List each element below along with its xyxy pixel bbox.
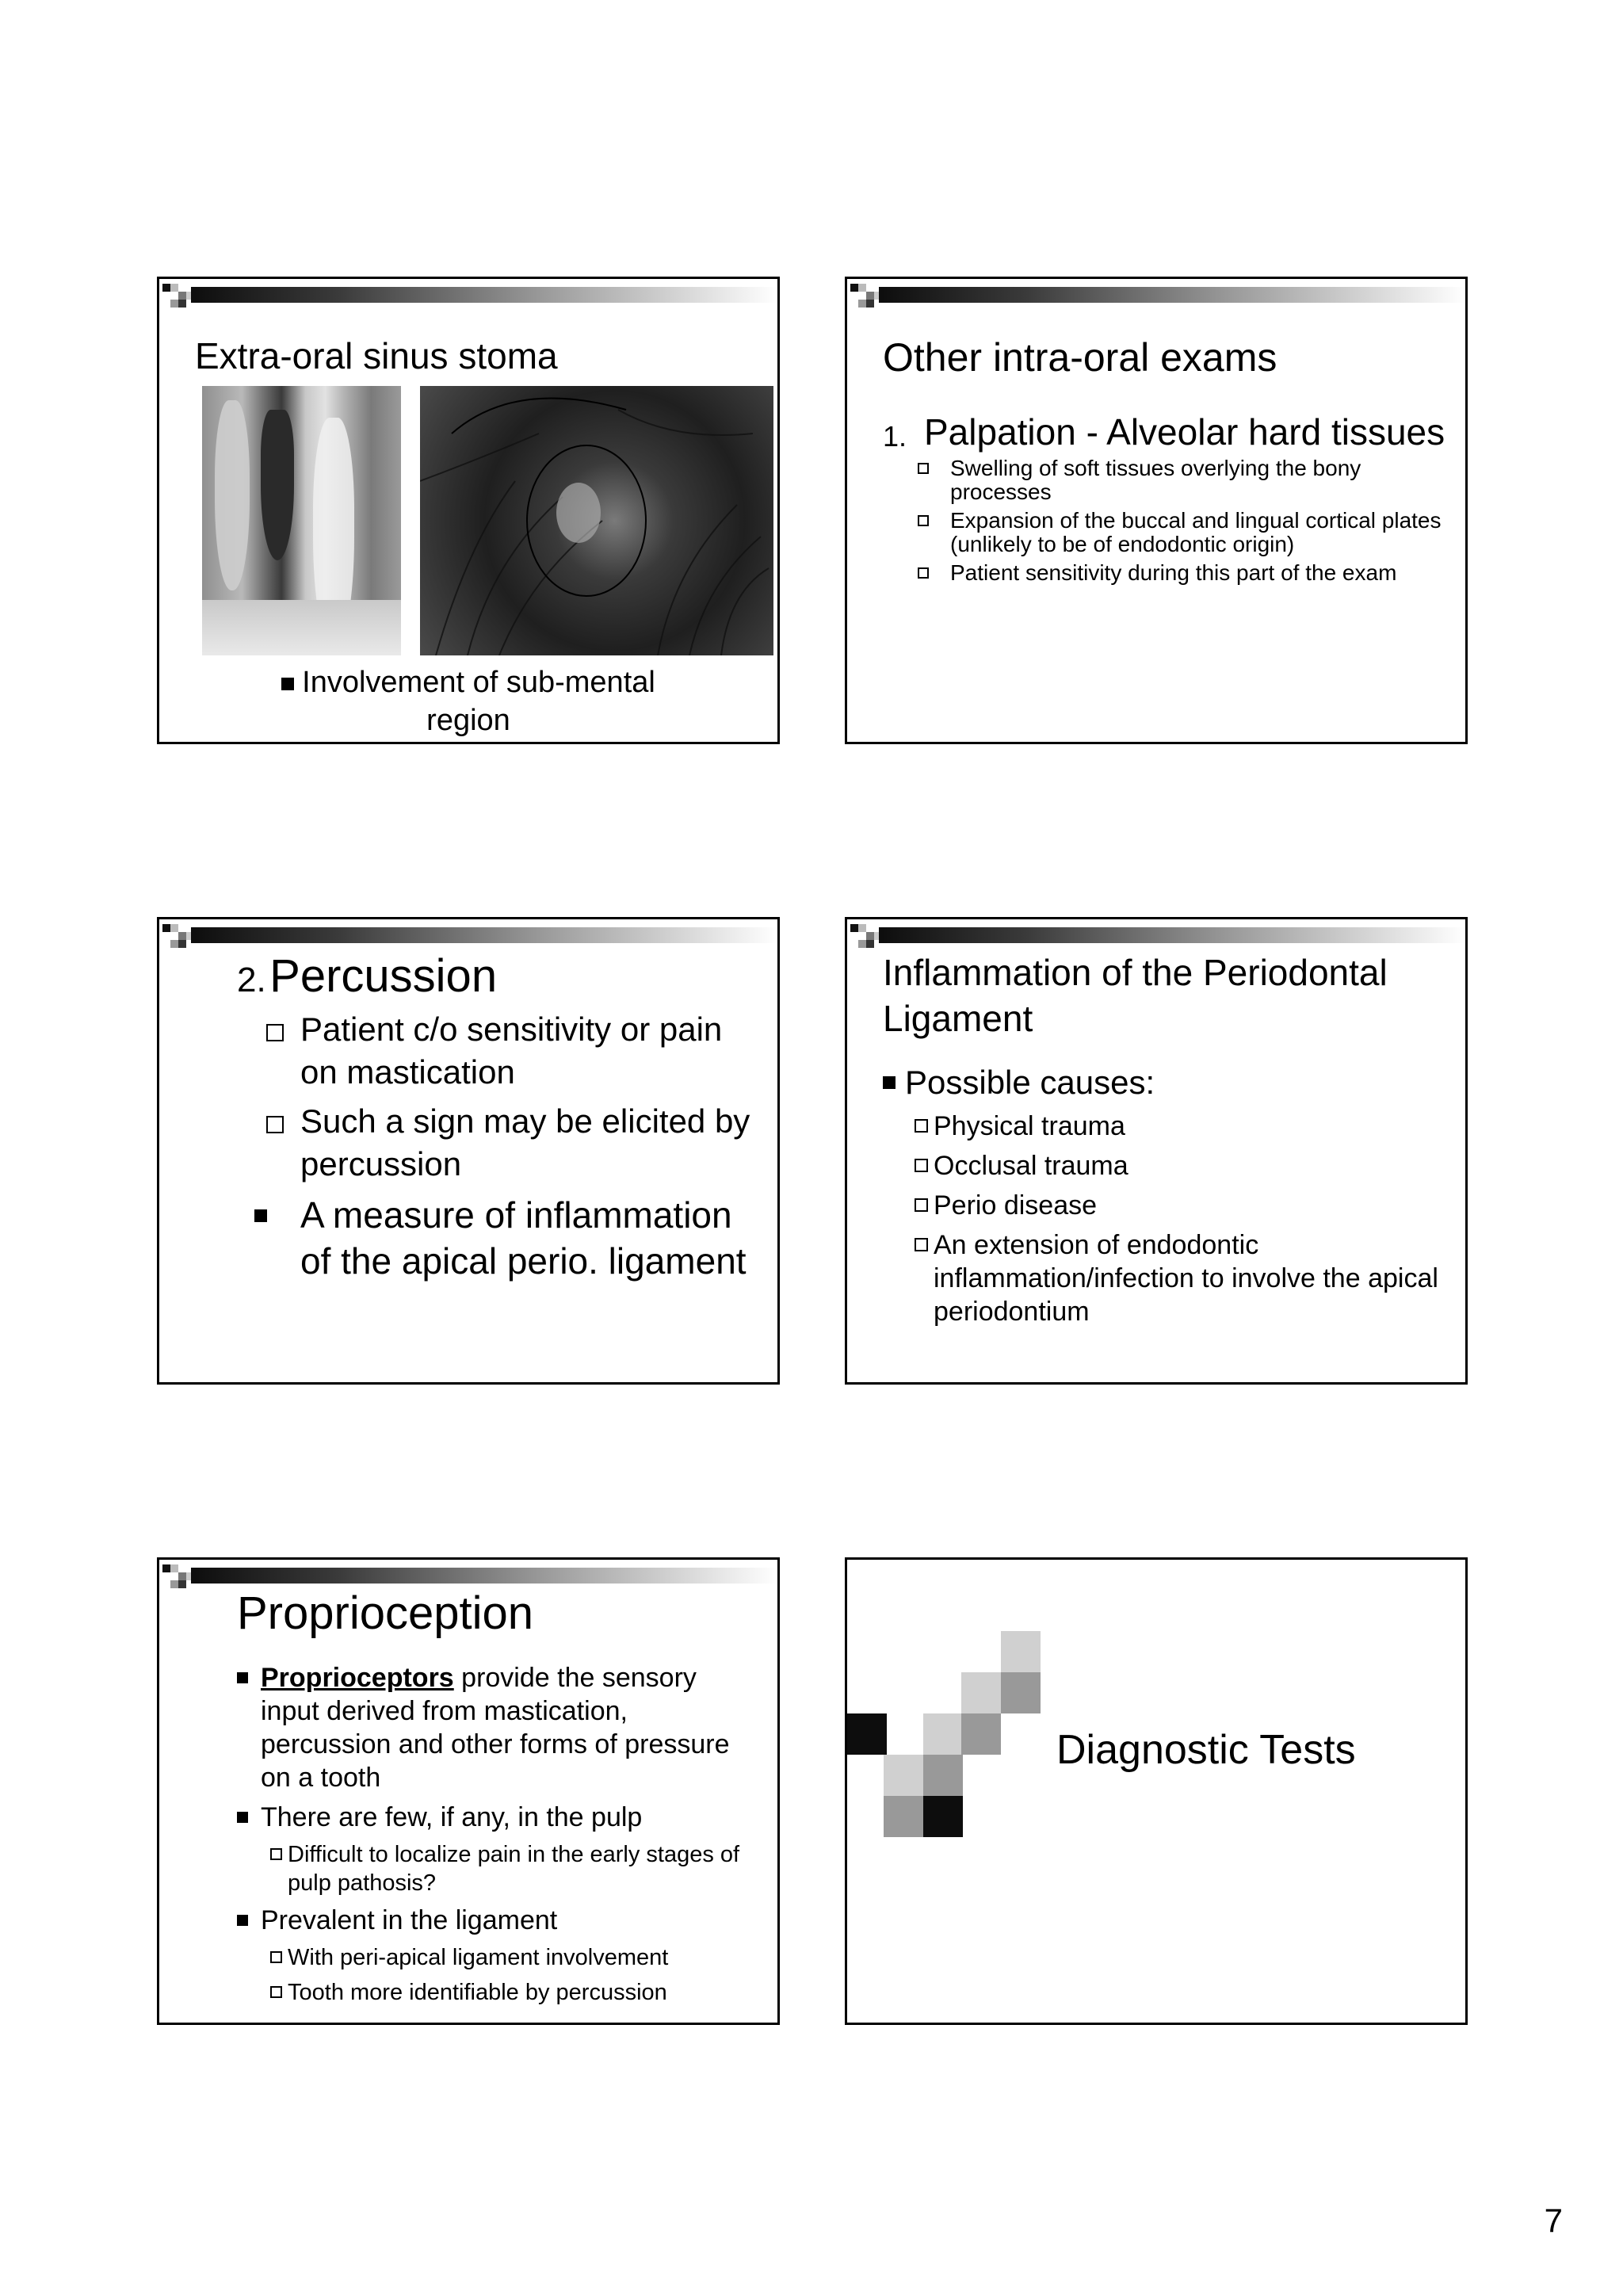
slide-title: Inflammation of the Periodontal Ligament [883, 952, 1388, 1039]
slide-header-bar [159, 279, 777, 314]
sub-list-item: Perio disease [883, 1189, 1453, 1222]
sub-list-item: Expansion of the buccal and lingual cortical plates (unlikely to be of endodontic origin) [883, 509, 1453, 556]
bullet-square-icon [237, 1812, 248, 1823]
hollow-square-bullet-icon [266, 1116, 284, 1133]
sub-list-item: Such a sign may be elicited by percussion [266, 1100, 758, 1186]
bullet-square-icon [883, 1076, 896, 1089]
proprioceptors-term: Proprioceptors [261, 1663, 454, 1693]
slide-title: 2. Percussion [237, 950, 498, 1002]
sub-list-item: Tooth more identifiable by percussion [237, 1978, 760, 2007]
sub-list-item: An extension of endodontic inflammation/infection to involve the apical periodontium [883, 1228, 1453, 1328]
hollow-square-bullet-icon [915, 1159, 928, 1172]
dental-xray-image [202, 386, 401, 655]
slide-title: Extra-oral sinus stoma [195, 335, 558, 376]
sub-list-item: Patient sensitivity during this part of the exam [883, 561, 1453, 585]
list-item: Possible causes: [883, 1062, 1453, 1103]
sub-list-item: Patient c/o sensitivity or pain on mastication [266, 1008, 758, 1094]
hollow-square-bullet-icon [266, 1024, 284, 1041]
slide-header-bar [847, 279, 1465, 314]
sub-mental-photo [420, 386, 773, 655]
hollow-square-bullet-icon [915, 1238, 928, 1251]
bullet-square-icon [254, 1209, 267, 1222]
bullet-square-icon [281, 678, 294, 690]
slide-proprioception [157, 1557, 780, 2025]
hollow-square-bullet-icon [918, 515, 929, 526]
hollow-square-bullet-icon [270, 1986, 282, 1998]
slide-title: Other intra-oral exams [883, 335, 1277, 380]
sub-list-item: Swelling of soft tissues overlying the bony processes [883, 457, 1453, 504]
bullet-item: Involvement of sub-mental region [159, 663, 777, 739]
slide-extra-oral-sinus-stoma [157, 277, 780, 744]
sub-list-item: With peri-apical ligament involvement [237, 1943, 760, 1972]
slide-title: Proprioception [237, 1587, 533, 1639]
slide-title: Diagnostic Tests [1056, 1727, 1356, 1773]
sub-list-item: Occlusal trauma [883, 1149, 1453, 1182]
sub-list-item: Physical trauma [883, 1110, 1453, 1143]
bullet-square-icon [237, 1915, 248, 1926]
slide-inflammation-periodontal-ligament [845, 917, 1468, 1385]
list-item: A measure of inflammation of the apical perio. ligament [254, 1192, 758, 1284]
hollow-square-bullet-icon [915, 1119, 928, 1133]
list-item: Proprioceptors provide the sensory input derived from mastication, percussion and other forms of pressure on a tooth [237, 1661, 760, 1794]
slide-other-intra-oral-exams [845, 277, 1468, 744]
list-item: Prevalent in the ligament [237, 1904, 760, 1937]
list-item: There are few, if any, in the pulp [237, 1801, 760, 1834]
bullet-square-icon [237, 1672, 248, 1683]
page-number: 7 [1544, 2202, 1563, 2239]
sub-list-item: Difficult to localize pain in the early stages of pulp pathosis? [237, 1840, 760, 1897]
slide-diagnostic-tests [845, 1557, 1468, 2025]
numbered-list [883, 411, 1453, 590]
hollow-square-bullet-icon [270, 1848, 282, 1860]
list-item: 1. Palpation - Alveolar hard tissues [883, 411, 1445, 453]
hollow-square-bullet-icon [918, 463, 929, 474]
hollow-square-bullet-icon [915, 1198, 928, 1212]
hollow-square-bullet-icon [270, 1951, 282, 1963]
hollow-square-bullet-icon [918, 567, 929, 579]
slide-percussion [157, 917, 780, 1385]
